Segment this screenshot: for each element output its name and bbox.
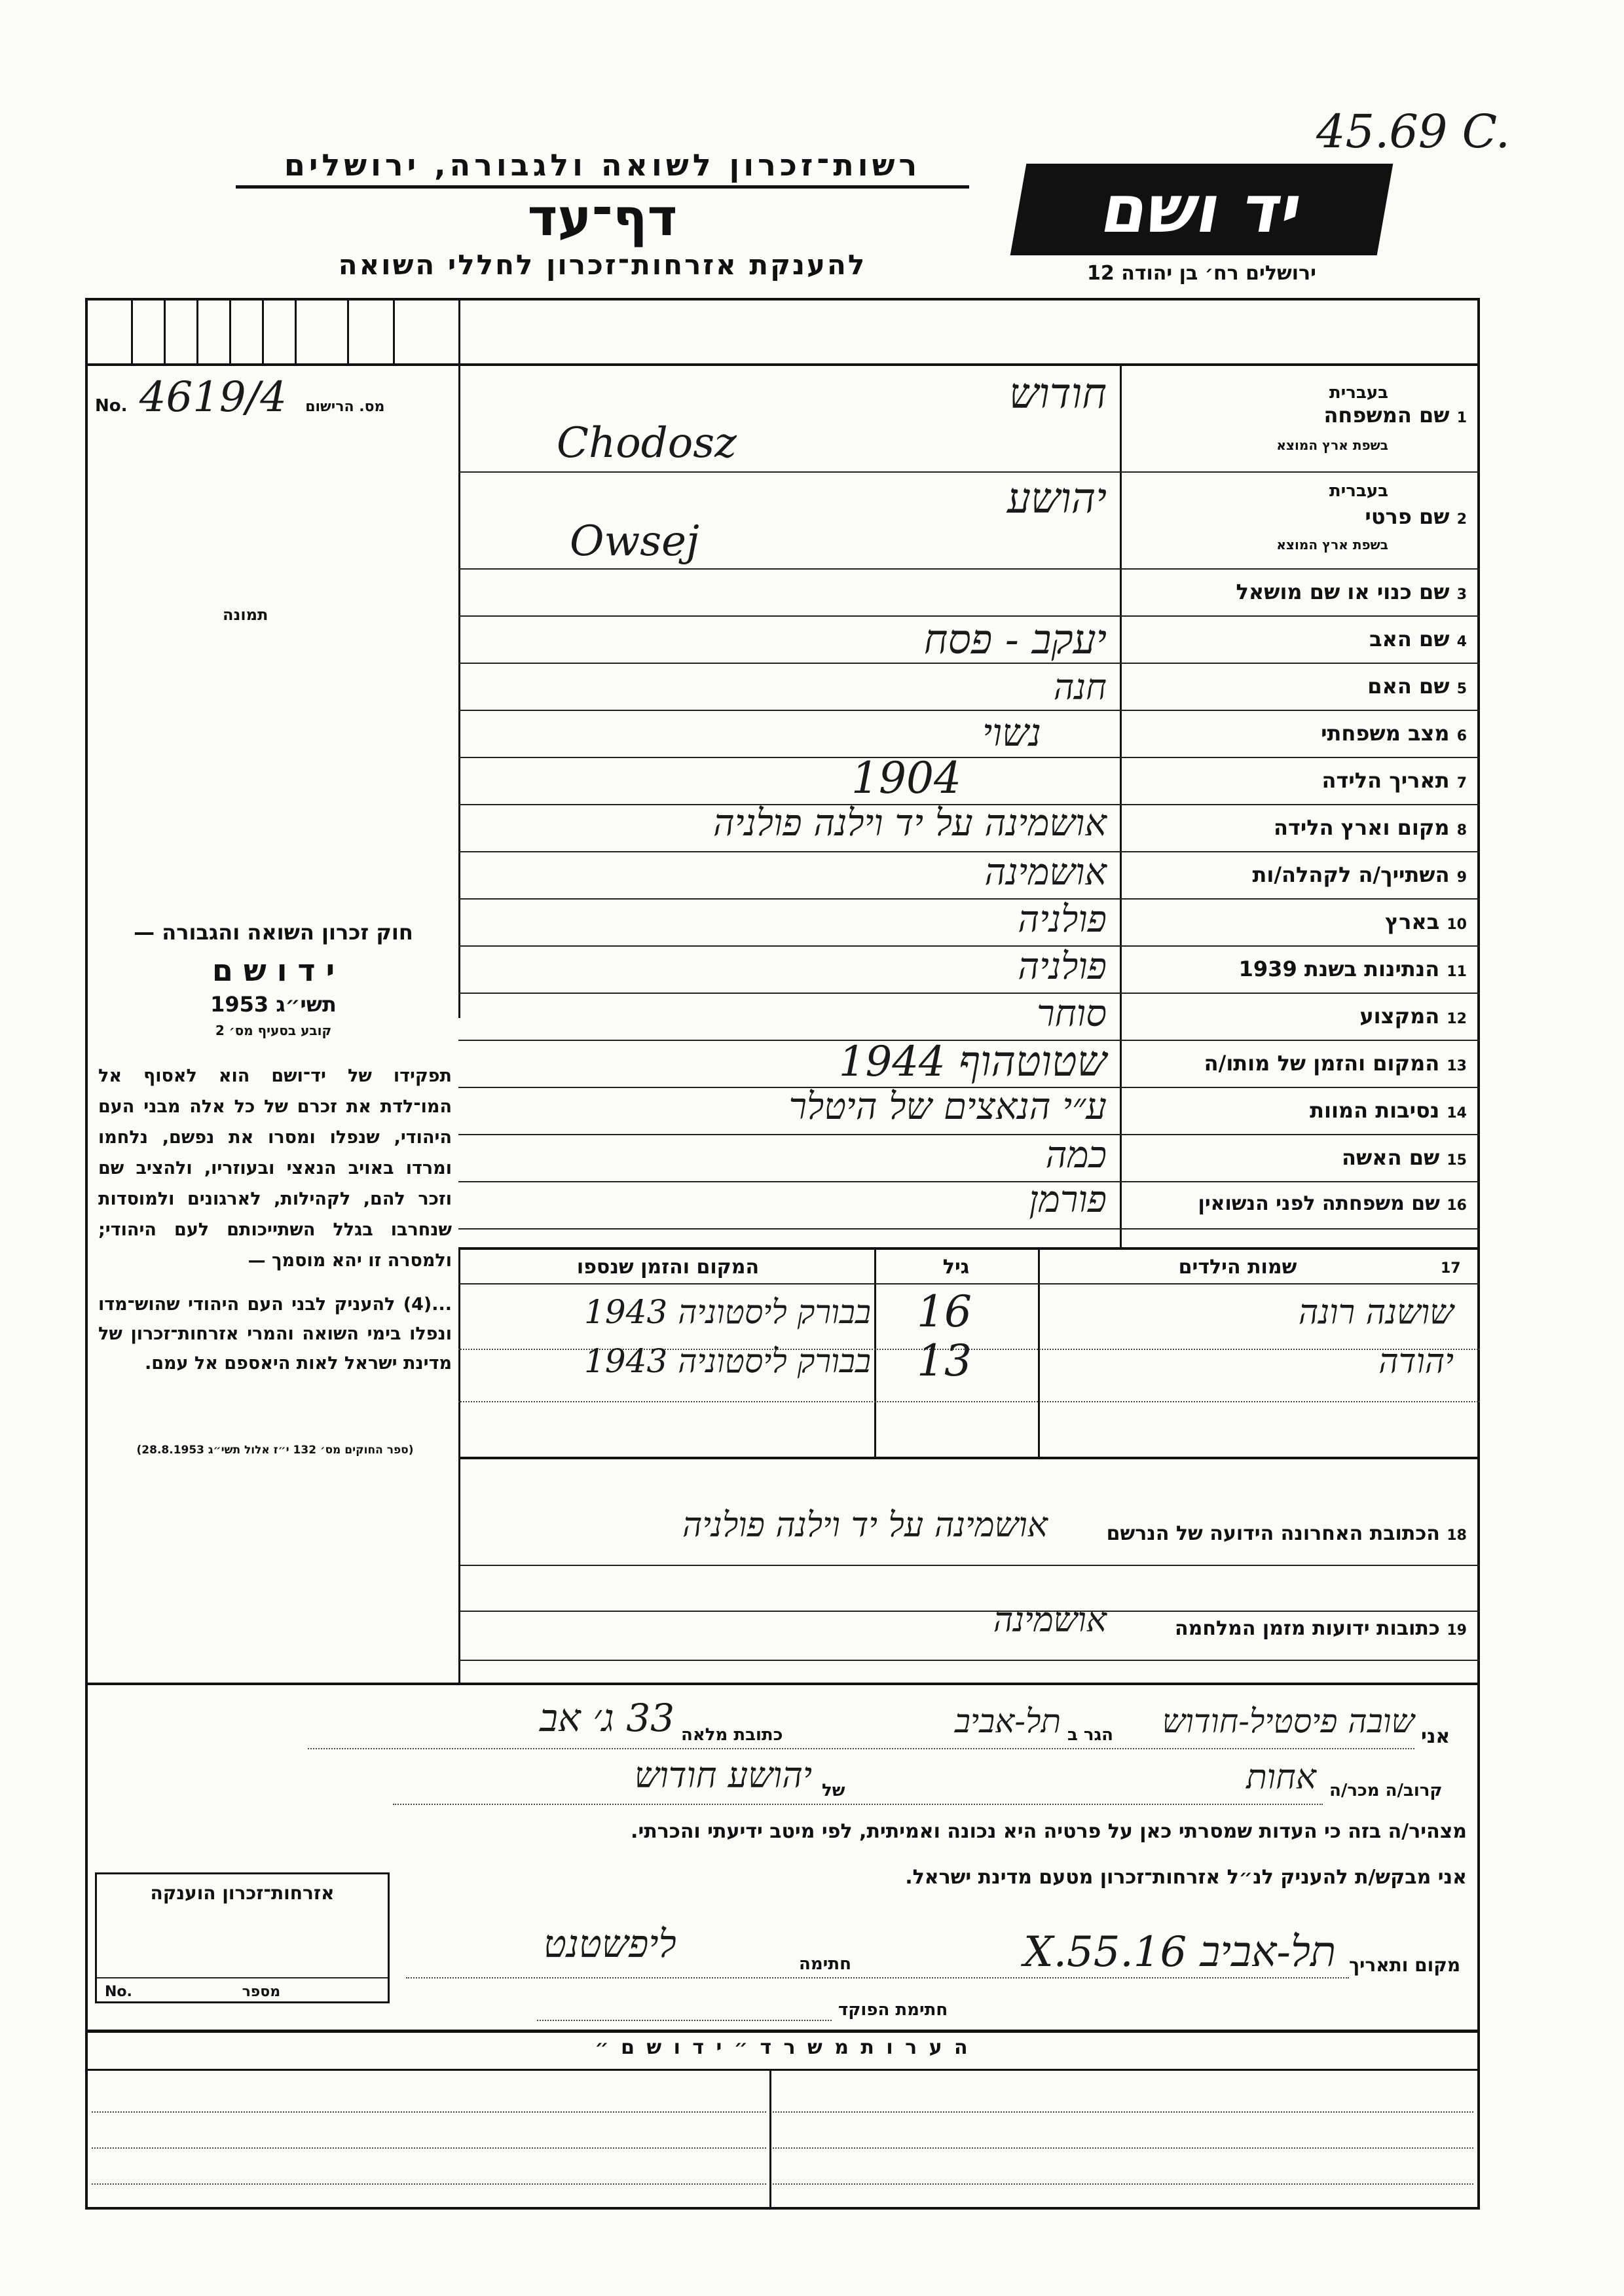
field-5-label: 5 שם האם	[1367, 674, 1467, 699]
declarant-address-label: כתובת מלאה	[681, 1725, 783, 1745]
children-header-place: המקום והזמן שנספו	[576, 1256, 760, 1279]
field-2-sub-origin: בשפת ארץ המוצא	[1276, 537, 1388, 553]
field-9-label: 9 השתייך/ה לקהלה/ות	[1252, 862, 1467, 887]
declarant-name: שובה פיסטיל-חודוש	[1162, 1702, 1414, 1740]
children-num: 17	[1441, 1260, 1461, 1277]
declarant-relation-label: קרוב/ה מכר/ה	[1329, 1781, 1443, 1800]
notes-divider	[769, 2069, 771, 2210]
field-8-value: אושמינה על יד וילנה פולניה	[713, 802, 1107, 845]
field-1-value: חודוש	[1009, 370, 1107, 418]
request-statement: אני מבקש/ת להעניק לנ״ל אזרחות־זכרון מטעם מדינת ישראל.	[905, 1866, 1467, 1889]
field-1-value-origin: Chodosz	[557, 419, 737, 467]
field-2-label: 2 שם פרטי	[1365, 504, 1467, 529]
field-2-value: יהושע	[1006, 475, 1107, 523]
field-5-value: חנה	[1053, 666, 1107, 708]
field-18-value: אושמינה על יד וילנה פולניה	[682, 1506, 1048, 1545]
labels-divider	[1120, 363, 1122, 1247]
signature-label: חתימה	[799, 1954, 851, 1974]
law-text: תפקידו של יד־ושם הוא לאסוף אל המו־לדת את זכרם של כל אלה מבני העם היהודי, שנפלו ומסרו את נפשם, נלחמו ומרדו באויב הנאצי ובעוזריו, ולהציב שם וזכר להם, לקהילות, לארגונים ולמוסדות שנחרבו בגלל השתייכותם לעם היהודי; ולמסרה זו יהא מוסמך —	[98, 1066, 452, 1271]
children-header-age: גיל	[942, 1256, 970, 1279]
child-1-place: בבורק ליסטוניה 1943	[584, 1293, 871, 1331]
declarant-i-label: אני	[1421, 1725, 1450, 1748]
top-divider	[85, 363, 1480, 366]
child-2-age: 13	[917, 1336, 972, 1386]
archive-number: 45.69 C.	[1316, 105, 1510, 158]
field-10-label: 10 בארץ	[1385, 909, 1467, 934]
logo-address: ירושלים רח׳ בן יהודה 12	[1087, 262, 1316, 285]
field-6-label: 6 מצב משפחתי	[1321, 721, 1467, 746]
authority-line: רשות־זכרון לשואה ולגבורה, ירושלים	[236, 147, 969, 189]
form-subtitle: להענקת אזרחות־זכרון לחללי השואה	[338, 249, 867, 281]
field-4-label: 4 שם האב	[1369, 627, 1467, 651]
registration-label: מס. הרישום	[305, 399, 385, 415]
field-14-value: ע״י הנאצים של היטלר	[788, 1085, 1107, 1128]
field-11-value: פולניה	[1018, 945, 1107, 988]
registration-no	[95, 373, 452, 422]
law-text-2: ...(4) להעניק לבני העם היהודי שהוש־מדו ונפלו בימי השואה והמרי אזרחות־זכרון של מדינת ישראל לאות היאספם אל עמם.	[98, 1294, 452, 1374]
signature-value: ליפשטנט	[544, 1922, 676, 1966]
declarant-of-name: יהושע חודוש	[634, 1755, 812, 1796]
child-1-name: שושנה רונה	[1298, 1293, 1454, 1332]
declarant-address: 33 ג׳ אב	[540, 1696, 674, 1740]
photo-label: תמונה	[223, 606, 268, 624]
field-16-label: 16 שם משפחתה לפני הנשואין	[1198, 1192, 1467, 1215]
field-15-label: 15 שם האשה	[1342, 1145, 1467, 1170]
child-1-age: 16	[917, 1286, 972, 1337]
field-2-value-origin: Owsej	[570, 517, 699, 566]
declarant-relation: אחות	[1246, 1758, 1316, 1797]
declarant-resides-label: הגר ב	[1067, 1725, 1114, 1745]
law-source: (ספר החוקים מס׳ 132 י״ז אלול תשי״ג 28.8.1953)	[136, 1444, 414, 1457]
law-clause: קובע בסעיף מס׳ 2	[215, 1023, 332, 1038]
law-name: י ד ו ש ם	[212, 953, 335, 988]
field-14-label: 14 נסיבות המוות	[1310, 1098, 1467, 1123]
officer-signature-label: חתימת הפוקד	[838, 2000, 948, 2020]
field-15-value: כמה	[1045, 1134, 1107, 1176]
citizenship-box-number: No. מספר	[105, 1984, 281, 2000]
place-date-label: מקום ותאריך	[1349, 1954, 1461, 1976]
place-date-value: תל-אביב 16.X.55	[1024, 1928, 1336, 1977]
field-19-value: אושמינה	[993, 1601, 1107, 1640]
field-2-sub-hebrew: בעברית	[1329, 481, 1388, 501]
form-title: דף־עד	[527, 189, 678, 247]
law-year: תשי״ג 1953	[210, 992, 337, 1017]
field-7-label: 7 תאריך הלידה	[1321, 768, 1467, 793]
field-1-label: 1 שם המשפחה	[1323, 403, 1467, 428]
declaration-statement: מצהיר/ה בזה כי העדות שמסרתי כאן על פרטיה היא נכונה ואמיתית, לפי מיטב ידיעתי והכרתי.	[631, 1820, 1467, 1843]
field-19-label: 19 כתובות ידועות מזמן המלחמה	[1175, 1617, 1467, 1640]
field-12-value: סוחר	[1037, 993, 1107, 1035]
notes-title: ה ע ר ו ת מ ש ר ד ״ י ד ו ש ם ״	[595, 2036, 970, 2059]
field-18-label: 18 הכתובת האחרונה הידועה של הנרשם	[1106, 1522, 1467, 1545]
field-8-label: 8 מקום וארץ הלידה	[1274, 815, 1467, 840]
field-9-value: אושמינה	[984, 851, 1107, 894]
citizenship-box-title: אזרחות־זכרון הוענקה	[150, 1882, 335, 1904]
registration-value: 4619/4	[139, 373, 287, 422]
registration-no-label-en: No.	[95, 396, 128, 416]
field-7-value: 1904	[851, 753, 961, 803]
law-title: חוק זכרון השואה והגבורה —	[134, 920, 413, 945]
field-13-label: 13 המקום והזמן של מותו/ה	[1204, 1051, 1467, 1076]
field-16-value: פורמן	[1029, 1178, 1107, 1221]
field-12-label: 12 המקצוע	[1359, 1004, 1467, 1029]
field-10-value: פולניה	[1018, 898, 1107, 941]
children-header-names: שמות הילדים	[1178, 1256, 1297, 1279]
child-2-place: בבורק ליסטוניה 1943	[584, 1342, 871, 1380]
field-3-label: 3 שם כנוי או שם מושאל	[1236, 579, 1467, 604]
declarant-of-label: של	[822, 1781, 845, 1800]
field-6-value: נשוי	[982, 710, 1041, 755]
field-4-value: יעקב - פסח	[923, 615, 1107, 663]
field-13-value: שטוטהוף 1944	[838, 1038, 1107, 1086]
field-1-sub-hebrew: בעברית	[1329, 383, 1388, 403]
yad-vashem-logo: יד ושם	[1010, 164, 1393, 255]
declarant-city: תל-אביב	[954, 1702, 1061, 1740]
field-1-sub-origin: בשפת ארץ המוצא	[1276, 437, 1388, 453]
field-11-label: 11 הנתינות בשנת 1939	[1238, 957, 1467, 981]
child-2-name: יהודה	[1378, 1342, 1454, 1381]
